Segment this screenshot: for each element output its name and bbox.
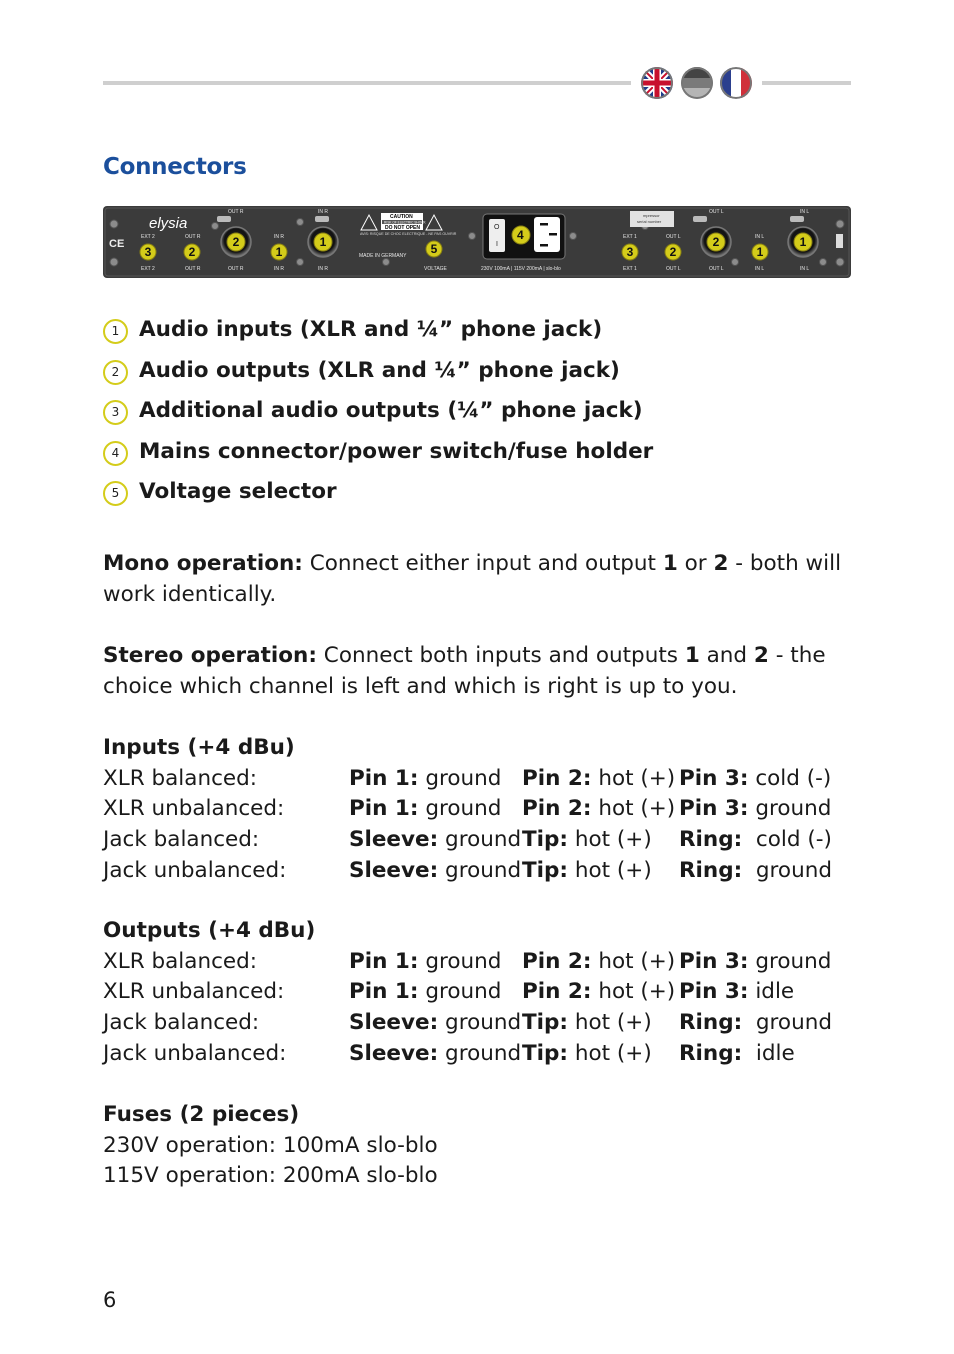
- pin-value: ground: [418, 796, 502, 822]
- pin-label: Pin 1:: [349, 979, 419, 1005]
- panel-badge-in-l-jack: 1: [756, 245, 764, 259]
- pin-value: hot (+): [591, 979, 676, 1005]
- legend-text: Voltage selector: [139, 479, 337, 504]
- pin-value: ground: [748, 796, 832, 822]
- mono-bold-1: 1: [662, 551, 678, 576]
- panel-badge-out-l-xlr: 2: [712, 235, 720, 249]
- connection-type: Jack balanced:: [103, 1010, 260, 1036]
- connection-type: Jack balanced:: [103, 827, 260, 853]
- page-number: 6: [103, 1288, 117, 1312]
- stereo-text-2: and: [699, 643, 754, 668]
- panel-brand: elysia: [149, 215, 188, 232]
- panel-badge-out-r-jack: 2: [188, 245, 196, 259]
- fr-flag-icon[interactable]: [720, 67, 752, 99]
- connection-type: Jack unbalanced:: [103, 1040, 287, 1066]
- pin-value: cold (-): [742, 827, 832, 853]
- pin-label: Sleeve:: [349, 1040, 439, 1066]
- connection-type: XLR balanced:: [103, 765, 258, 791]
- fuses-title: Fuses (2 pieces): [103, 1102, 300, 1127]
- label-out-l-c: OUT L: [709, 209, 724, 215]
- header-rule-right: [762, 81, 851, 85]
- label-in-l-a: IN L: [755, 234, 765, 240]
- legend-text: Additional audio outputs (¼” phone jack): [139, 398, 643, 423]
- pin-value: hot (+): [568, 827, 652, 853]
- label-out-r-a: OUT R: [185, 234, 201, 240]
- legend-number: 5: [103, 481, 128, 506]
- pin-label: Ring:: [679, 857, 743, 883]
- mono-text-1: Connect either input and output: [302, 551, 663, 576]
- connection-type: XLR unbalanced:: [103, 796, 285, 822]
- connection-type: XLR balanced:: [103, 948, 258, 974]
- label-out-r-b: OUT R: [185, 266, 201, 272]
- pin-label: Ring:: [679, 1010, 743, 1036]
- power-on-mark: I: [496, 241, 498, 248]
- pin-value: hot (+): [568, 857, 652, 883]
- label-voltage: VOLTAGE: [424, 266, 447, 272]
- pin-value: cold (-): [748, 765, 832, 791]
- svg-text:RISK OF ELECTRIC SHOCK: RISK OF ELECTRIC SHOCK: [384, 220, 426, 225]
- panel-badge-ext1: 3: [626, 245, 634, 259]
- label-in-l-c: IN L: [800, 209, 810, 215]
- pin-label: Pin 3:: [679, 765, 749, 791]
- pin-value: hot (+): [591, 765, 676, 791]
- pin-value: hot (+): [591, 796, 676, 822]
- mono-text-3: - both will work identically.: [103, 551, 842, 607]
- svg-text:CAUTION: CAUTION: [390, 214, 413, 220]
- svg-text:DO NOT OPEN: DO NOT OPEN: [385, 225, 421, 231]
- label-in-r-d: IN R: [318, 266, 328, 272]
- pin-value: ground: [438, 1040, 522, 1066]
- pin-value: ground: [438, 827, 522, 853]
- pin-value: hot (+): [568, 1010, 652, 1036]
- pin-label: Pin 3:: [679, 979, 749, 1005]
- panel-badge-in-r-jack: 1: [275, 245, 283, 259]
- stereo-operation-paragraph: [103, 640, 863, 702]
- outputs-title: Outputs (+4 dBu): [103, 918, 316, 943]
- pin-label: Pin 1:: [349, 765, 419, 791]
- stereo-bold-1: 1: [684, 643, 700, 668]
- pin-value: ground: [742, 857, 832, 883]
- panel-badge-voltage: 5: [430, 242, 438, 256]
- pin-label: Ring:: [679, 1040, 743, 1066]
- panel-badge-out-l-jack: 2: [669, 245, 677, 259]
- label-ext2-bottom: EXT 2: [141, 266, 155, 272]
- connection-type: XLR unbalanced:: [103, 979, 285, 1005]
- pin-label: Pin 2:: [522, 796, 592, 822]
- label-in-l-b: IN L: [755, 266, 765, 272]
- inputs-title: Inputs (+4 dBu): [103, 735, 295, 760]
- pin-value: ground: [438, 857, 522, 883]
- pin-label: Tip:: [522, 1040, 569, 1066]
- legend-number: 2: [103, 360, 128, 385]
- pin-label: Sleeve:: [349, 827, 439, 853]
- pin-label: Tip:: [522, 1010, 569, 1036]
- fuse-line: 230V operation: 100mA slo-blo: [103, 1132, 438, 1158]
- label-ext1-bottom: EXT 1: [623, 266, 637, 272]
- power-off-mark: O: [494, 224, 500, 231]
- label-out-r-d: OUT R: [228, 266, 244, 272]
- stereo-bold-2: 2: [753, 643, 769, 668]
- pin-label: Pin 3:: [679, 948, 749, 974]
- label-fuse: 230V 100mA | 115V 200mA | slo-blo: [481, 266, 561, 272]
- pin-value: ground: [418, 948, 502, 974]
- mono-bold-2: 2: [713, 551, 729, 576]
- panel-badge-out-r-xlr: 2: [232, 235, 240, 249]
- pin-label: Tip:: [522, 857, 569, 883]
- pin-label: Pin 1:: [349, 796, 419, 822]
- panel-badge-ext2: 3: [144, 245, 152, 259]
- pin-value: ground: [418, 979, 502, 1005]
- svg-text:AVIS: RISQUE DE CHOC ELECTRIQU: AVIS: RISQUE DE CHOC ELECTRIQUE - NE PAS OUVRIR: [360, 232, 457, 236]
- connection-type: Jack unbalanced:: [103, 857, 287, 883]
- pin-label: Pin 1:: [349, 948, 419, 974]
- mains-module: [483, 214, 565, 259]
- panel-badge-in-r-xlr: 1: [319, 235, 327, 249]
- pin-value: idle: [742, 1040, 795, 1066]
- ce-mark-icon: CE: [109, 238, 125, 250]
- uk-flag-icon[interactable]: [641, 67, 673, 99]
- legend-number: 1: [103, 319, 128, 344]
- label-ext2-top: EXT 2: [141, 234, 155, 240]
- mono-text-2: or: [677, 551, 714, 576]
- pin-label: Pin 2:: [522, 948, 592, 974]
- stereo-text-1: Connect both inputs and outputs: [316, 643, 685, 668]
- panel-badge-in-l-xlr: 1: [799, 235, 807, 249]
- pin-value: hot (+): [568, 1040, 652, 1066]
- label-in-r-a: IN R: [274, 234, 284, 240]
- legend-text: Mains connector/power switch/fuse holder: [139, 438, 654, 464]
- de-flag-icon[interactable]: [681, 67, 713, 99]
- stereo-label: Stereo operation:: [103, 643, 317, 668]
- legend-text: Audio outputs (XLR and ¼” phone jack): [139, 357, 620, 383]
- label-out-l-d: OUT L: [709, 266, 724, 272]
- pin-label: Sleeve:: [349, 1010, 439, 1036]
- legend-number: 3: [103, 400, 128, 425]
- label-out-r-c: OUT R: [228, 209, 244, 215]
- pin-value: ground: [742, 1010, 832, 1036]
- mono-label: Mono operation:: [103, 551, 303, 576]
- mono-operation-paragraph: [103, 548, 863, 610]
- pin-value: ground: [748, 948, 832, 974]
- pin-label: Sleeve:: [349, 857, 439, 883]
- pin-value: hot (+): [591, 948, 676, 974]
- pin-label: Pin 2:: [522, 765, 592, 791]
- label-in-r-b: IN R: [274, 266, 284, 272]
- rear-panel-illustration: [103, 206, 851, 278]
- pin-label: Tip:: [522, 827, 569, 853]
- label-out-l-a: OUT L: [666, 234, 681, 240]
- pin-label: Pin 2:: [522, 979, 592, 1005]
- label-made-in: MADE IN GERMANY: [359, 253, 407, 259]
- pin-label: Ring:: [679, 827, 743, 853]
- legend-number: 4: [103, 441, 128, 466]
- stereo-text-3: - the choice which channel is left and which is right is up to you.: [103, 643, 826, 699]
- label-out-l-b: OUT L: [666, 266, 681, 272]
- label-in-l-d: IN L: [800, 266, 810, 272]
- fuse-line: 115V operation: 200mA slo-blo: [103, 1163, 438, 1189]
- pin-label: Pin 3:: [679, 796, 749, 822]
- serial-line1: mpressor: [643, 213, 660, 218]
- label-ext1-top: EXT 1: [623, 234, 637, 240]
- label-in-r-c: IN R: [318, 209, 328, 215]
- page-title: Connectors: [103, 154, 247, 180]
- pin-value: ground: [418, 765, 502, 791]
- pin-value: ground: [438, 1010, 522, 1036]
- serial-line2: serial number: [637, 219, 662, 224]
- header-rule-left: [103, 81, 631, 85]
- language-flags: [641, 67, 753, 101]
- legend-text: Audio inputs (XLR and ¼” phone jack): [139, 317, 603, 342]
- panel-badge-4: 4: [517, 228, 524, 242]
- pin-value: idle: [748, 979, 795, 1005]
